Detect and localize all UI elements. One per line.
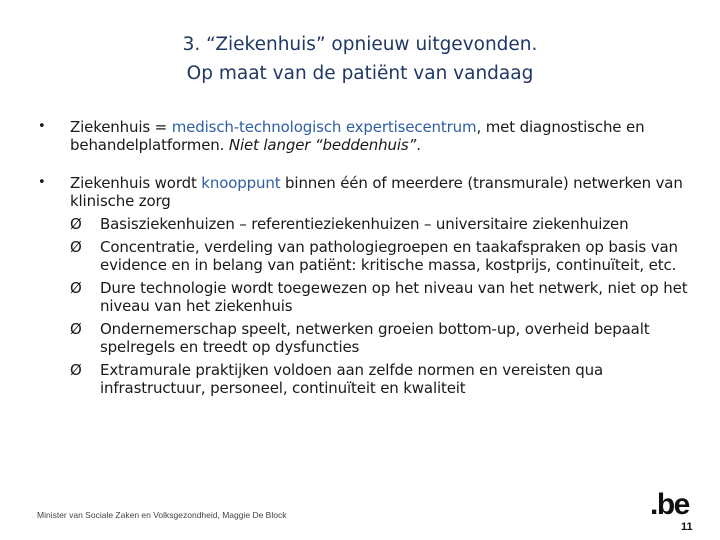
bullet-text-italic: Niet langer “beddenhuis” bbox=[228, 136, 417, 154]
sub-item bbox=[70, 361, 698, 397]
arrow-icon: Ø bbox=[70, 238, 82, 256]
sub-item-text: Extramurale praktijken voldoen aan zelfde normen en vereisten qua infrastructuur, personeel, continuïteit en kwaliteit bbox=[100, 361, 604, 397]
sub-item-text: Dure technologie wordt toegewezen op het niveau van het netwerk, niet op het niveau van het ziekenhuis bbox=[100, 279, 688, 315]
footer-text: Minister van Sociale Zaken en Volksgezondheid, Maggie De Block bbox=[37, 510, 287, 520]
be-logo: .be bbox=[650, 488, 689, 521]
slide-content bbox=[38, 118, 698, 397]
sub-item bbox=[70, 320, 698, 356]
sub-item-text: Ondernemerschap speelt, netwerken groeien bottom-up, overheid bepaalt spelregels en treedt op dysfuncties bbox=[100, 320, 650, 356]
bullet-text-accent: medisch-technologisch expertisecentrum bbox=[171, 118, 477, 136]
sub-item bbox=[70, 279, 698, 315]
bullet-text-tail: . bbox=[416, 136, 421, 154]
bullet-text-pre: Ziekenhuis wordt bbox=[70, 174, 202, 192]
bullet-item bbox=[38, 118, 698, 154]
title-line-1: 3. “Ziekenhuis” opnieuw uitgevonden. bbox=[182, 34, 538, 55]
arrow-icon: Ø bbox=[70, 320, 82, 338]
bullet-item bbox=[38, 174, 698, 397]
bullet-text-post: , met diagnostische en behandelplatformen. bbox=[70, 118, 645, 154]
bullet-text-post: binnen één of meerdere (transmurale) netwerken van klinische zorg bbox=[70, 174, 683, 210]
sub-item-text: Concentratie, verdeling van pathologiegroepen en taakafspraken op basis van evidence en in belang van patiënt: kritische massa, kostprijs, continuïteit, etc. bbox=[100, 238, 678, 274]
slide-title bbox=[0, 30, 720, 88]
arrow-icon: Ø bbox=[70, 279, 82, 297]
arrow-icon: Ø bbox=[70, 361, 82, 379]
sub-item bbox=[70, 215, 698, 233]
sub-item bbox=[70, 238, 698, 274]
title-line-2: Op maat van de patiënt van vandaag bbox=[186, 63, 534, 84]
page-number: 11 bbox=[681, 521, 693, 533]
bullet-dot: • bbox=[38, 119, 46, 134]
arrow-icon: Ø bbox=[70, 215, 82, 233]
bullet-text-pre: Ziekenhuis = bbox=[70, 118, 172, 136]
bullet-text-accent: knooppunt bbox=[201, 174, 281, 192]
bullet-dot: • bbox=[38, 175, 46, 190]
sub-item-text: Basisziekenhuizen – referentieziekenhuizen – universitaire ziekenhuizen bbox=[100, 215, 629, 233]
